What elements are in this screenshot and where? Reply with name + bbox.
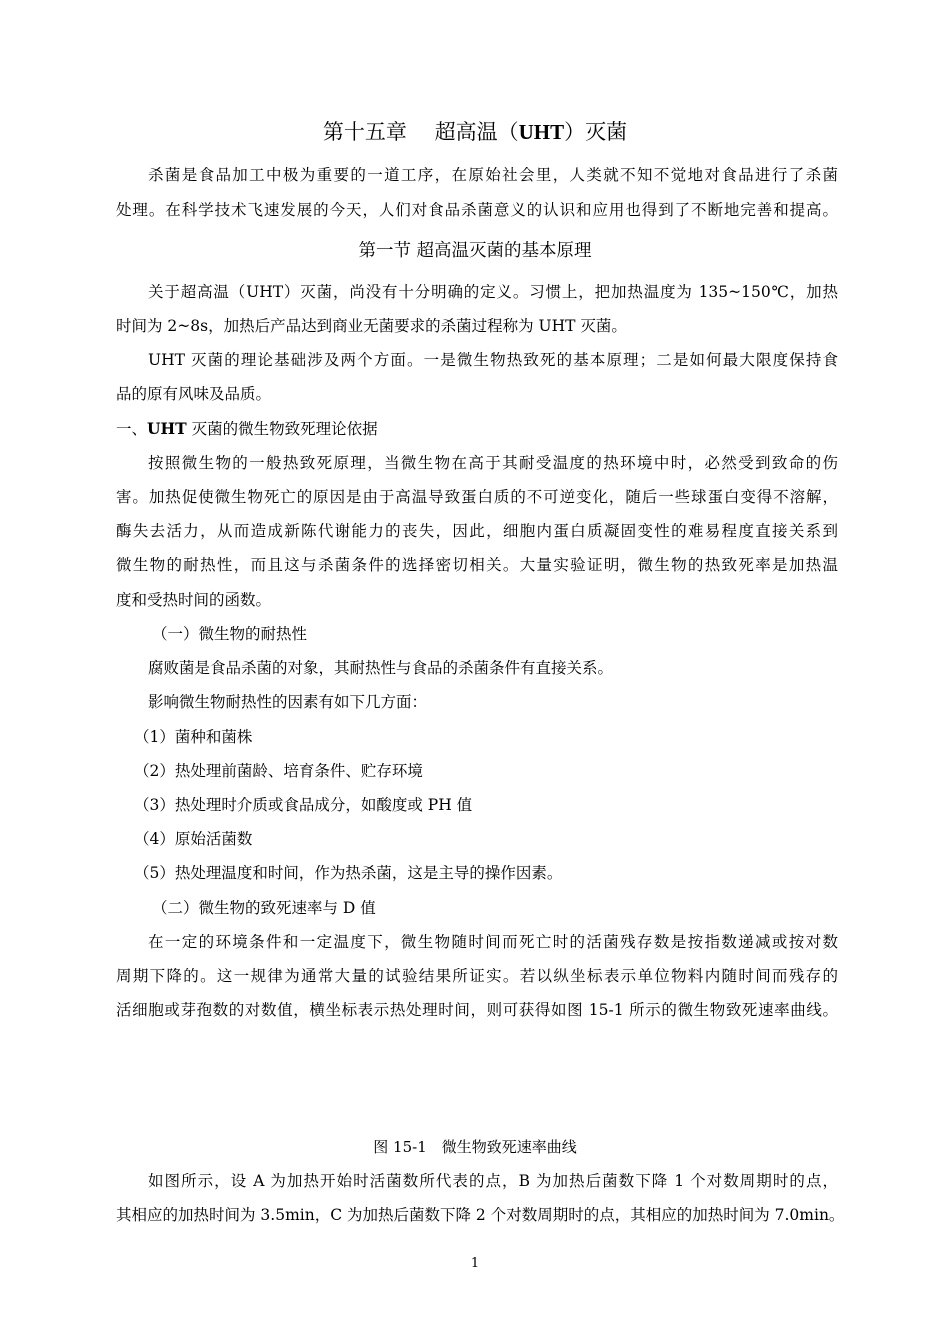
- figure-placeholder: [116, 1040, 838, 1130]
- principle-line-1: 按照微生物的一般热致死原理，当微生物在高于其耐受温度的热环境中时，必然受到致命的伤: [148, 454, 838, 472]
- principle-line-5: 度和受热时间的函数。: [116, 591, 272, 609]
- chapter-title: [0, 117, 950, 147]
- chapter-title-text: 第十五章 超高温（: [322, 120, 519, 144]
- heading-1: [116, 418, 838, 440]
- definition-line-2: 时间为 2~8s，加热后产品达到商业无菌要求的杀菌过程称为 UHT 灭菌。: [116, 317, 627, 335]
- rate-line-3: 活细胞或芽孢数的对数值，横坐标表示热处理时间，则可获得如图 15-1 所示的微生物致死速率曲线。: [116, 1001, 838, 1019]
- heading-1-prefix: 一、: [116, 420, 148, 438]
- definition-line-1: 关于超高温（UHT）灭菌，尚没有十分明确的定义。习惯上，把加热温度为 135~150℃，加热: [148, 283, 838, 301]
- spoilage-line: 腐败菌是食品杀菌的对象，其耐热性与食品的杀菌条件有直接关系。: [148, 659, 614, 677]
- factor-item: （3）热处理时介质或食品成分，如酸度或 PH 值: [134, 796, 473, 814]
- factor-item: （2）热处理前菌龄、培育条件、贮存环境: [134, 762, 423, 780]
- principle-line-3: 酶失去活力，从而造成新陈代谢能力的丧失，因此，细胞内蛋白质凝固变性的难易程度直接关系到: [116, 522, 838, 540]
- factor-item: （5）热处理温度和时间，作为热杀菌，这是主导的操作因素。: [134, 864, 563, 882]
- figure-desc-line-1: 如图所示，设 A 为加热开始时活菌数所代表的点，B 为加热后菌数下降 1 个对数周期时的点，: [148, 1172, 838, 1190]
- factor-item: （4）原始活菌数: [134, 830, 253, 848]
- rate-line-2: 周期下降的。这一规律为通常大量的试验结果所证实。若以纵坐标表示单位物料内随时间而残存的: [116, 967, 838, 985]
- figure-caption: 图 15-1 微生物致死速率曲线: [373, 1138, 577, 1156]
- subheading-heat-resistance: （一）微生物的耐热性: [152, 625, 308, 643]
- principle-line-4: 微生物的耐热性，而且这与杀菌条件的选择密切相关。大量实验证明，微生物的热致死率是加热温: [116, 556, 838, 574]
- heading-1-rest: 灭菌的微生物致死理论依据: [186, 420, 378, 438]
- page-number: 1: [470, 1256, 480, 1271]
- factor-item: （1）菌种和菌株: [134, 728, 253, 746]
- basis-line-2: 品的原有风味及品质。: [116, 385, 272, 403]
- intro-line-1: 杀菌是食品加工中极为重要的一道工序，在原始社会里，人类就不知不觉地对食品进行了杀菌: [148, 166, 838, 184]
- subheading-death-rate: （二）微生物的致死速率与 D 值: [152, 899, 376, 917]
- principle-line-2: 害。加热促使微生物死亡的原因是由于高温导致蛋白质的不可逆变化，随后一些球蛋白变得不溶解，: [116, 488, 838, 506]
- intro-line-2: 处理。在科学技术飞速发展的今天，人们对食品杀菌意义的认识和应用也得到了不断地完善和提高。: [116, 201, 838, 219]
- chapter-title-end: ）灭菌: [564, 120, 628, 144]
- factors-intro: 影响微生物耐热性的因素有如下几方面：: [148, 693, 428, 711]
- rate-line-1: 在一定的环境条件和一定温度下，微生物随时间而死亡时的活菌残存数是按指数递减或按对数: [148, 933, 838, 951]
- section-title: 第一节 超高温灭菌的基本原理: [358, 241, 592, 261]
- basis-line-1: UHT 灭菌的理论基础涉及两个方面。一是微生物热致死的基本原理；二是如何最大限度保持食: [148, 351, 838, 369]
- heading-1-bold: UHT: [147, 419, 187, 438]
- figure-desc-line-2: 其相应的加热时间为 3.5min，C 为加热后菌数下降 2 个对数周期时的点，其相应的加热时间为 7.0min。: [116, 1206, 845, 1224]
- chapter-title-bold: UHT: [518, 120, 565, 144]
